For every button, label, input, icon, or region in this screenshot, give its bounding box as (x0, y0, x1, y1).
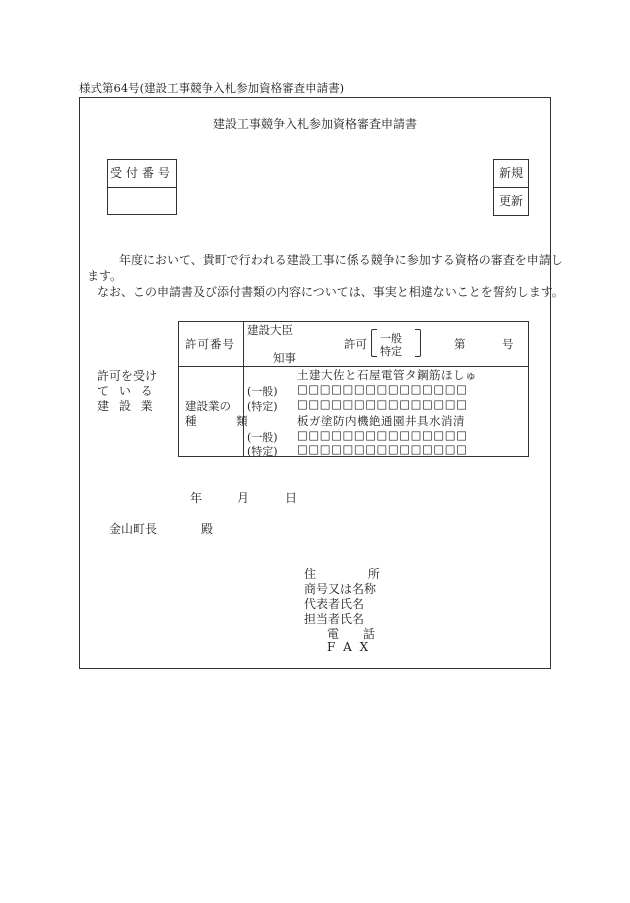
bracket-general: 一般 (380, 332, 402, 345)
bracket-special: 特定 (380, 345, 402, 358)
declaration-line-2: ます。 (87, 269, 123, 283)
permit-number-label: 許可番号 (185, 337, 235, 351)
reception-number-box (107, 159, 177, 215)
general-row-2-checkboxes[interactable]: □□□□□□□□□□□□□□□ (297, 428, 468, 442)
special-row-1-checkboxes[interactable]: □□□□□□□□□□□□□□□ (297, 397, 468, 411)
reception-number-label: 受付番号 (108, 160, 176, 188)
licensed-business-label-3: 建 設 業 (97, 399, 156, 413)
special-row-1-label: (特定) (247, 400, 278, 413)
business-chars-row-2: 板ガ塗防内機絶通園井具水消清 (297, 414, 465, 428)
addressee-honorific: 殿 (201, 522, 214, 536)
date-month: 月 (237, 491, 250, 505)
reception-number-field[interactable] (108, 188, 176, 214)
permit-go: 号 (502, 337, 514, 351)
special-row-2-checkboxes[interactable]: □□□□□□□□□□□□□□□ (297, 442, 468, 456)
application-kind-box (493, 159, 529, 216)
general-special-bracket (371, 329, 421, 357)
business-type-label-1: 建設業の (185, 399, 231, 413)
page-title: 建設工事競争入札参加資格審査申請書 (212, 117, 417, 131)
kind-renew[interactable]: 更新 (498, 194, 523, 208)
addressee-name: 金山町長 (109, 522, 158, 536)
applicant-company-label: 商号又は名称 (304, 582, 377, 596)
minister-label: 建設大臣 (247, 323, 293, 337)
business-type-label-2: 種 類 (185, 414, 266, 428)
general-row-1-label: (一般) (247, 385, 278, 398)
business-chars-row-1: 土建大佐と石屋電管タ鋼筋ほしゅ (297, 368, 477, 382)
general-row-1-checkboxes[interactable]: □□□□□□□□□□□□□□□ (297, 382, 468, 396)
licensed-business-label-1: 許可を受け (97, 369, 158, 383)
permit-dai: 第 (454, 337, 466, 351)
table-divider (243, 322, 244, 456)
governor-label: 知事 (273, 351, 296, 365)
applicant-phone-label: 電 話 (327, 627, 385, 641)
declaration-line-3: なお、この申請書及び添付書類の内容については、事実と相違ないことを誓約します。 (97, 285, 564, 299)
licensed-business-label-2: て い る (97, 384, 156, 398)
date-year: 年 (190, 491, 203, 505)
general-row-2-label: (一般) (247, 431, 278, 444)
date-day: 日 (285, 491, 298, 505)
permit-label: 許可 (344, 337, 367, 351)
applicant-contact-label: 担当者氏名 (304, 612, 365, 626)
kind-new[interactable]: 新規 (494, 160, 528, 188)
applicant-fax-label: F A X (327, 640, 371, 654)
applicant-address-label: 住 所 (304, 567, 404, 581)
permit-table (178, 321, 529, 457)
declaration-line-1: 年度において、貴町で行われる建設工事に係る競争に参加する資格の審査を申請し (119, 253, 563, 267)
special-row-2-label: (特定) (247, 445, 278, 458)
form-number-label: 様式第64号(建設工事競争入札参加資格審査申請書) (79, 81, 345, 95)
applicant-representative-label: 代表者氏名 (304, 597, 365, 611)
